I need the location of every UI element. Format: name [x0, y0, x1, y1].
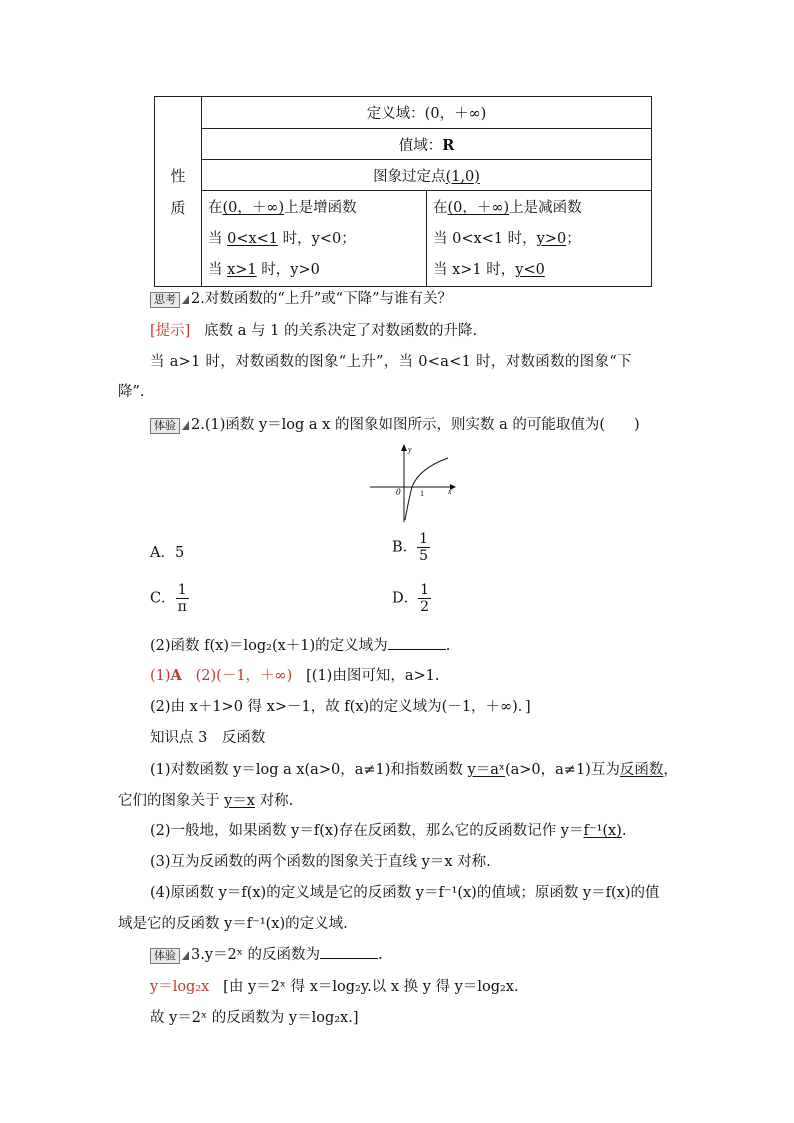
option-d: [392, 582, 431, 615]
exp2-question-text: 2.(1)函数 y＝log a x 的图象如图所示，则实数 a 的可能取值为( ): [191, 417, 640, 433]
option-c: [150, 582, 189, 615]
exp3-answer-value: y＝log₂x: [150, 979, 210, 995]
think-question-text: 2.对数函数的“上升”或“下降”与谁有关？: [191, 291, 452, 307]
graph-tick-label: 1: [420, 489, 424, 498]
increasing-cell: [202, 191, 427, 287]
think-line2: 当 a>1 时，对数函数的图象“上升”，当 0<a<1 时，对数函数的图象“下: [150, 354, 632, 370]
option-c-fraction: $\frac{1}{\pi}$: [177, 582, 187, 615]
answer-explanation: [(1)由图可知，a>1.: [306, 668, 440, 684]
domain-text: 定义域：(0，＋∞): [366, 106, 487, 122]
decreasing-line2: 当 0<x<1 时，y>0；: [433, 231, 581, 247]
domain-cell: [202, 97, 652, 129]
side-label-2: 质: [170, 198, 186, 217]
decreasing-line3: 当 x>1 时，y<0: [433, 262, 545, 278]
knowledge3-title: 知识点 3 反函数: [150, 730, 266, 746]
option-b-prefix: B．: [392, 539, 418, 556]
exp3-tag: 体验: [150, 948, 180, 964]
tag-triangle-icon: [182, 421, 189, 430]
graph-origin-label: 0: [396, 487, 401, 497]
exp2-q2: (2)函数 f(x)＝log₂(x＋1)的定义域为 .: [150, 638, 451, 654]
answer-blank[interactable]: [388, 637, 446, 650]
fixed-point-text: 图象过定点: [373, 168, 446, 185]
exp3-answer-line2: 故 y＝2ˣ 的反函数为 y＝log₂x.]: [150, 1010, 359, 1026]
decreasing-title: 在(0，＋∞)上是减函数: [433, 200, 582, 216]
fixed-point-cell: [202, 160, 652, 191]
tag-triangle-icon: [182, 295, 189, 304]
answer-blank[interactable]: [320, 946, 378, 959]
knowledge3-p2: (2)一般地，如果函数 y＝f(x)存在反函数，那么它的反函数记作 y＝f⁻¹(x).: [150, 823, 627, 839]
think-hint: [150, 319, 477, 340]
increasing-title: 在(0，＋∞)上是增函数: [208, 200, 357, 216]
knowledge3-p3: (3)互为反函数的两个函数的图象关于直线 y＝x 对称.: [150, 854, 491, 870]
exp3-explanation: [由 y＝2ˣ 得 x＝log₂y.以 x 换 y 得 y＝log₂x.: [223, 979, 519, 995]
exp3-question-text: 3.y＝2ˣ 的反函数为: [191, 947, 321, 963]
exp3-question: 体验 3.y＝2ˣ 的反函数为 .: [150, 943, 383, 964]
exp2-tag: 体验: [150, 418, 180, 434]
graph-y-label: y: [408, 445, 412, 454]
option-a: A．5: [150, 545, 185, 561]
answer-choice: A: [170, 667, 182, 684]
exp2-answer-line2: (2)由 x＋1>0 得 x>－1，故 f(x)的定义域为(－1，＋∞)．]: [150, 699, 531, 715]
answer-part1-label: (1): [150, 668, 171, 684]
graph-x-label: x: [448, 487, 452, 496]
increasing-line3: 当 x>1 时，y>0: [208, 262, 320, 278]
decreasing-cell: [427, 191, 652, 287]
option-b: [392, 531, 430, 564]
y-axis-arrow-icon: [401, 444, 407, 451]
fixed-point-value: (1,0): [445, 168, 480, 185]
tag-triangle-icon: [182, 951, 189, 960]
knowledge3-p1-line2: 它们的图象关于 y＝x 对称.: [118, 793, 294, 809]
answer-part2: (2)(－1，＋∞): [195, 668, 293, 684]
increasing-line2: 当 0<x<1 时，y<0；: [208, 231, 356, 247]
knowledge3-p1: (1)对数函数 y＝log a x(a>0，a≠1)和指数函数 y＝aˣ(a>0，a≠1)互为反函数，: [150, 762, 678, 778]
range-text: 值域：: [398, 137, 443, 154]
option-d-prefix: D．: [392, 590, 419, 607]
side-label: [155, 97, 202, 287]
exp3-answer: [150, 975, 519, 996]
exp2-q2-text: (2)函数 f(x)＝log₂(x＋1)的定义域为: [150, 638, 388, 654]
option-b-fraction: $\frac{1}{5}$: [419, 531, 429, 564]
range-R: R: [442, 136, 455, 154]
exp2-answer: [150, 664, 439, 685]
option-d-fraction: $\frac{1}{2}$: [420, 582, 430, 615]
hint-text: 底数 a 与 1 的关系决定了对数函数的升降.: [204, 323, 478, 339]
think-line3: 降”.: [118, 384, 145, 400]
properties-table: [154, 96, 652, 287]
hint-label: [提示]: [150, 323, 191, 339]
range-cell: [202, 129, 652, 160]
log-curve: [405, 458, 448, 520]
knowledge3-p4-line2: 域是它的反函数 y＝f⁻¹(x)的定义域.: [118, 916, 348, 932]
knowledge3-p4: (4)原函数 y＝f(x)的定义域是它的反函数 y＝f⁻¹(x)的值域；原函数 y＝f(x)的值: [150, 885, 660, 901]
option-c-prefix: C．: [150, 590, 176, 607]
log-graph: [368, 442, 458, 524]
side-label-1: 性: [170, 166, 186, 185]
think-tag: 思考: [150, 292, 180, 308]
think-question: [150, 287, 452, 308]
exp2-question: [150, 413, 640, 434]
